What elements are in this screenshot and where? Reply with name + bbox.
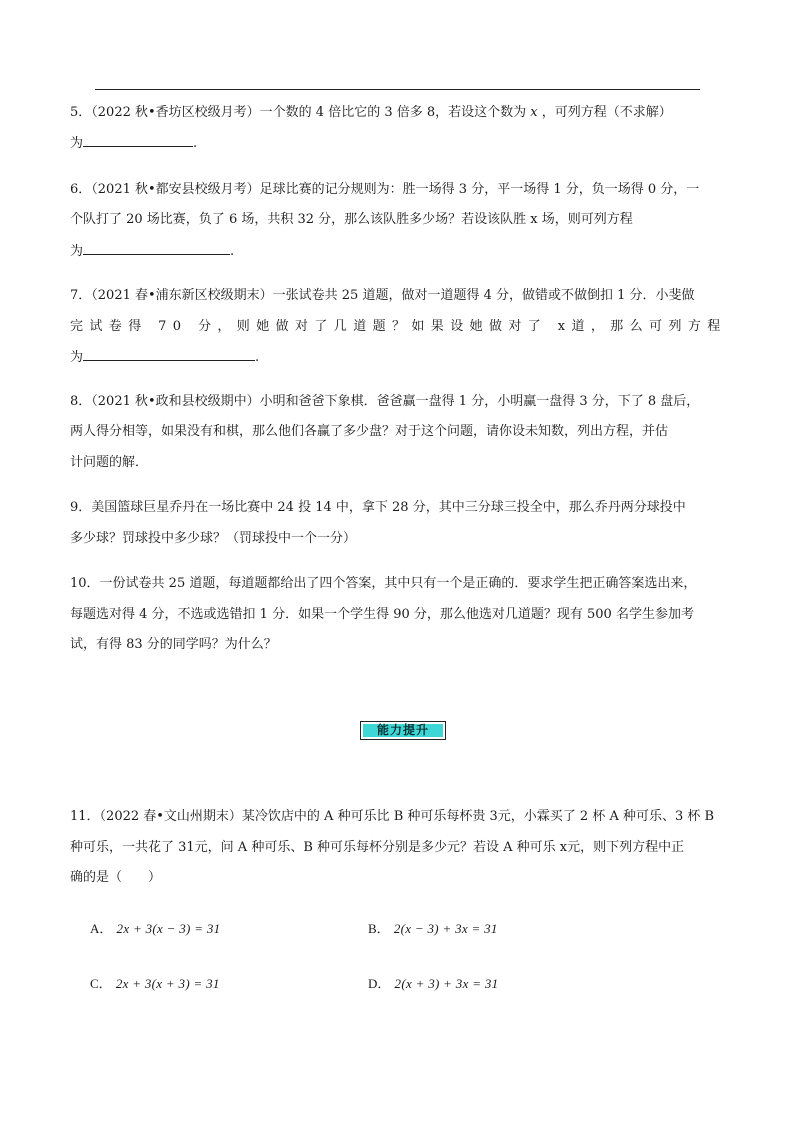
q11-line1: 11．（2022 春•文山州期末）某冷饮店中的 A 种可乐比 B 种可乐每杯贵 3元，小霖买了 2 杯 A 种可乐、3 杯 B (70, 809, 715, 824)
option-b-letter: B． (368, 921, 390, 936)
q7-answer-blank[interactable] (83, 348, 255, 361)
q6-line2: 个队打了 20 场比赛，负了 6 场，共积 32 分，那么该队胜多少场？若设该队胜 x 场，则可列方程 (70, 212, 633, 227)
option-c-expression: 2x + 3(x + 3) = 31 (115, 976, 220, 991)
q5-line2: 为 . (70, 136, 198, 151)
option-a[interactable] (90, 920, 220, 939)
q7-line3: 为 . (70, 350, 260, 365)
q6-line1: 6．（2021 秋•都安县校级月考）足球比赛的记分规则为：胜一场得 3 分，平一场得 1 分，负一场得 0 分，一 (70, 182, 700, 197)
header-divider (95, 89, 700, 90)
option-b[interactable] (368, 920, 498, 939)
q5-line1: 5．（2022 秋•香坊区校级月考）一个数的 4 倍比它的 3 倍多 8，若设这个数为 x ，可列方程（不求解） (70, 105, 672, 120)
q10-line1: 10．一份试卷共 25 道题，每道题都给出了四个答案，其中只有一个是正确的．要求学生把正确答案选出来， (70, 576, 697, 591)
q8-line2: 两人得分相等，如果没有和棋，那么他们各赢了多少盘？对于这个问题，请你设未知数，列出方程，并估 (70, 424, 669, 439)
q7-line2: 完试卷得 70 分，则她做对了几道题？如果设她做对了 x道，那么可列方程 (70, 319, 727, 334)
q9-line2: 多少球？罚球投中多少球？（罚球投中一个一分） (70, 531, 357, 546)
option-d[interactable] (368, 975, 498, 994)
q6-line3: 为 . (70, 244, 235, 259)
option-d-expression: 2(x + 3) + 3x = 31 (394, 976, 499, 991)
section-heading-label: 能力提升 (363, 724, 443, 737)
q11-line2: 种可乐，一共花了 31元，问 A 种可乐、B 种可乐每杯分别是多少元？若设 A 种可乐 x元，则下列方程中正 (70, 840, 685, 855)
option-d-letter: D． (368, 976, 391, 991)
option-b-expression: 2(x − 3) + 3x = 31 (393, 921, 498, 936)
q10-line3: 试，有得 83 分的同学吗？为什么？ (70, 637, 277, 652)
q5-answer-blank[interactable] (83, 134, 193, 147)
q9-line1: 9．美国篮球巨星乔丹在一场比赛中 24 投 14 中，拿下 28 分，其中三分球三投全中，那么乔丹两分球投中 (70, 500, 686, 515)
q8-line3: 计问题的解． (70, 455, 149, 470)
q11-line3: 确的是（ ） (70, 870, 162, 885)
q6-answer-blank[interactable] (83, 242, 230, 255)
option-a-letter: A． (90, 921, 113, 936)
option-c[interactable] (90, 975, 220, 994)
q10-line2: 每题选对得 4 分，不选或选错扣 1 分．如果一个学生得 90 分，那么他选对几道题？现有 500 名学生参加考 (70, 607, 694, 622)
q7-line1: 7．（2021 春•浦东新区校级期末）一张试卷共 25 道题，做对一道题得 4 分，做错或不做倒扣 1 分．小斐做 (70, 288, 695, 303)
option-c-letter: C． (90, 976, 112, 991)
section-heading (360, 721, 446, 740)
option-a-expression: 2x + 3(x − 3) = 31 (116, 921, 221, 936)
q8-line1: 8．（2021 秋•政和县校级期中）小明和爸爸下象棋．爸爸赢一盘得 1 分，小明赢一盘得 3 分，下了 8 盘后， (70, 394, 700, 409)
